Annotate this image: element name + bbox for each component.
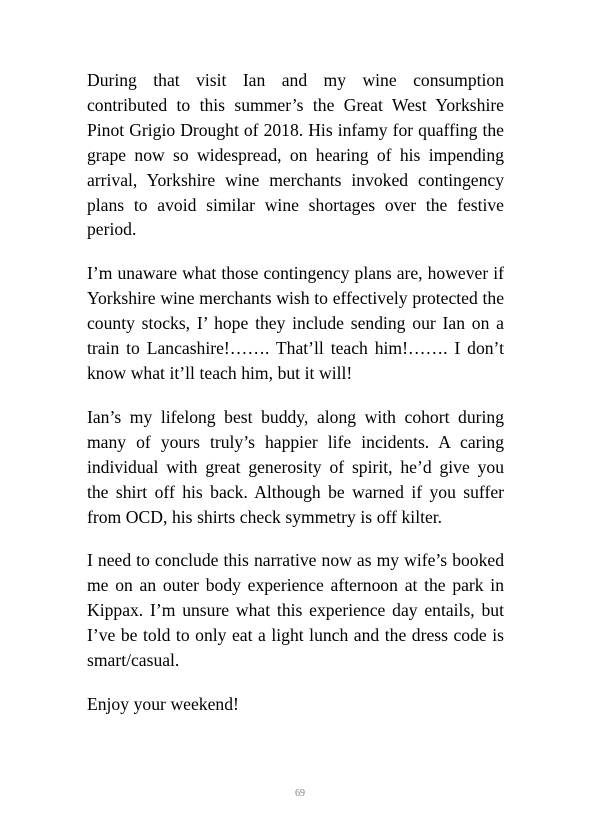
page-number: 69	[295, 788, 305, 799]
paragraph: I need to conclude this narrative now as my wife’s booked me on an outer body experience afternoon at the park in Kippax. I’m unsure what this experience day entails, but I’ve be told to only eat a light lunch and the dress code is smart/casual.	[87, 550, 504, 671]
paragraph: Ian’s my lifelong best buddy, along with cohort during many of yours truly’s happier life incidents. A caring individual with great generosity of spirit, he’d give you the shirt off his back. Although be warned if you suffer from OCD, his shirts check symmetry is off kilter.	[87, 406, 504, 527]
paragraph: Enjoy your weekend!	[87, 693, 239, 714]
paragraph: During that visit Ian and my wine consumption contributed to this summer’s the Great West Yorkshire Pinot Grigio Drought of 2018. His infamy for quaffing the grape now so widespread, on hearing of his impending arrival, Yorkshire wine merchants invoked contingency plans to avoid similar wine shortages over the festive period.	[87, 70, 504, 240]
body-text	[87, 68, 504, 736]
paragraph: I’m unaware what those contingency plans are, however if Yorkshire wine merchants wish to effectively protected the county stocks, I’ hope they include sending our Ian on a train to Lancashire!……. That’ll teach him!……. I don’t know what it’ll teach him, but it will!	[87, 263, 504, 383]
